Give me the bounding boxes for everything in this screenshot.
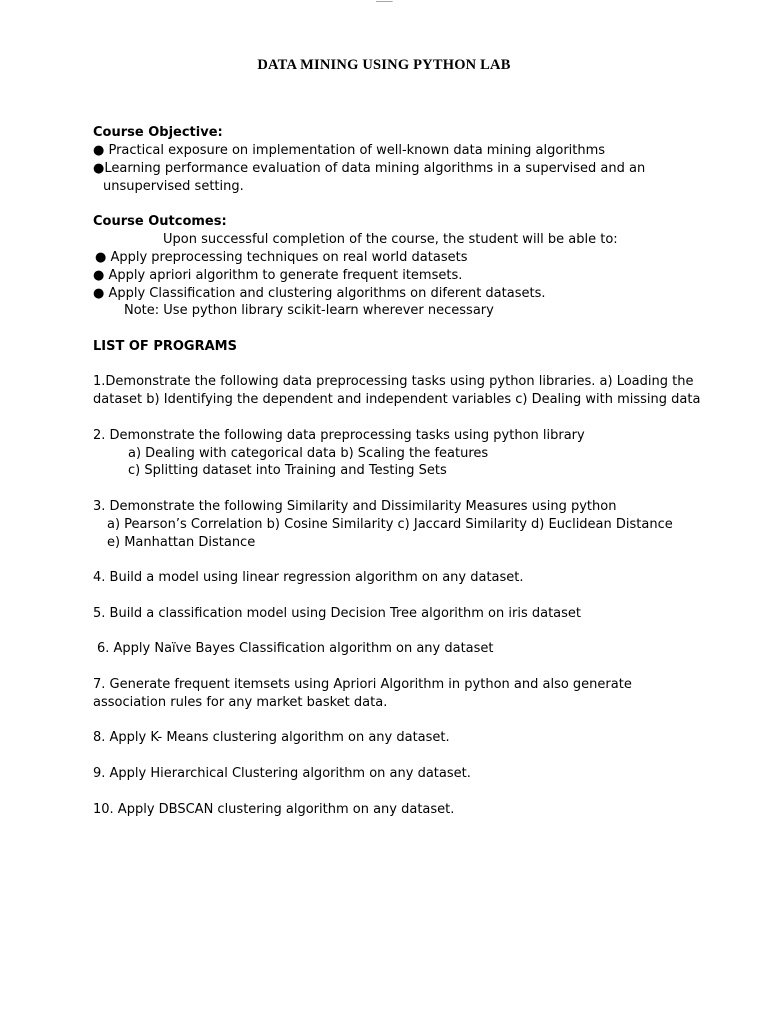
programs-heading: LIST OF PROGRAMS	[93, 339, 237, 354]
objective-item: ●Learning performance evaluation of data mining algorithms in a supervised and an	[93, 161, 646, 176]
program-subitem: c) Splitting dataset into Training and Testing Sets	[128, 463, 447, 478]
program-item: 2. Demonstrate the following data preprocessing tasks using python library	[93, 428, 585, 443]
program-item-continuation: association rules for any market basket data.	[93, 695, 388, 710]
objective-item: ● Practical exposure on implementation of well-known data mining algorithms	[93, 143, 606, 158]
program-subitem: a) Dealing with categorical data b) Scaling the features	[128, 446, 489, 461]
program-item: 8. Apply K- Means clustering algorithm on any dataset.	[93, 730, 450, 745]
program-item: 5. Build a classification model using Decision Tree algorithm on iris dataset	[93, 606, 581, 621]
outcomes-intro: Upon successful completion of the course, the student will be able to:	[163, 232, 618, 247]
outcomes-heading: Course Outcomes:	[93, 214, 227, 229]
program-item: 4. Build a model using linear regression algorithm on any dataset.	[93, 570, 524, 585]
program-subitem: a) Pearson’s Correlation b) Cosine Similarity c) Jaccard Similarity d) Euclidean Distance	[107, 517, 673, 532]
program-item: 10. Apply DBSCAN clustering algorithm on any dataset.	[93, 802, 455, 817]
program-item: 1.Demonstrate the following data preprocessing tasks using python libraries. a) Loading the	[93, 374, 694, 389]
objective-heading: Course Objective:	[93, 125, 223, 140]
header-mark	[376, 0, 393, 3]
outcome-item: ● Apply preprocessing techniques on real world datasets	[95, 250, 468, 265]
program-item: 7. Generate frequent itemsets using Apriori Algorithm in python and also generate	[93, 677, 632, 692]
program-item: 9. Apply Hierarchical Clustering algorithm on any dataset.	[93, 766, 471, 781]
objective-item-continuation: unsupervised setting.	[103, 179, 244, 194]
outcome-item: ● Apply apriori algorithm to generate frequent itemsets.	[93, 268, 463, 283]
program-item: 6. Apply Naïve Bayes Classification algorithm on any dataset	[97, 641, 494, 656]
outcomes-note: Note: Use python library scikit-learn wherever necessary	[124, 303, 494, 318]
outcome-item: ● Apply Classification and clustering algorithms on diferent datasets.	[93, 286, 546, 301]
page-title: DATA MINING USING PYTHON LAB	[257, 57, 511, 73]
program-subitem: e) Manhattan Distance	[107, 535, 256, 550]
program-item-continuation: dataset b) Identifying the dependent and independent variables c) Dealing with missing data	[93, 392, 701, 407]
program-item: 3. Demonstrate the following Similarity and Dissimilarity Measures using python	[93, 499, 617, 514]
